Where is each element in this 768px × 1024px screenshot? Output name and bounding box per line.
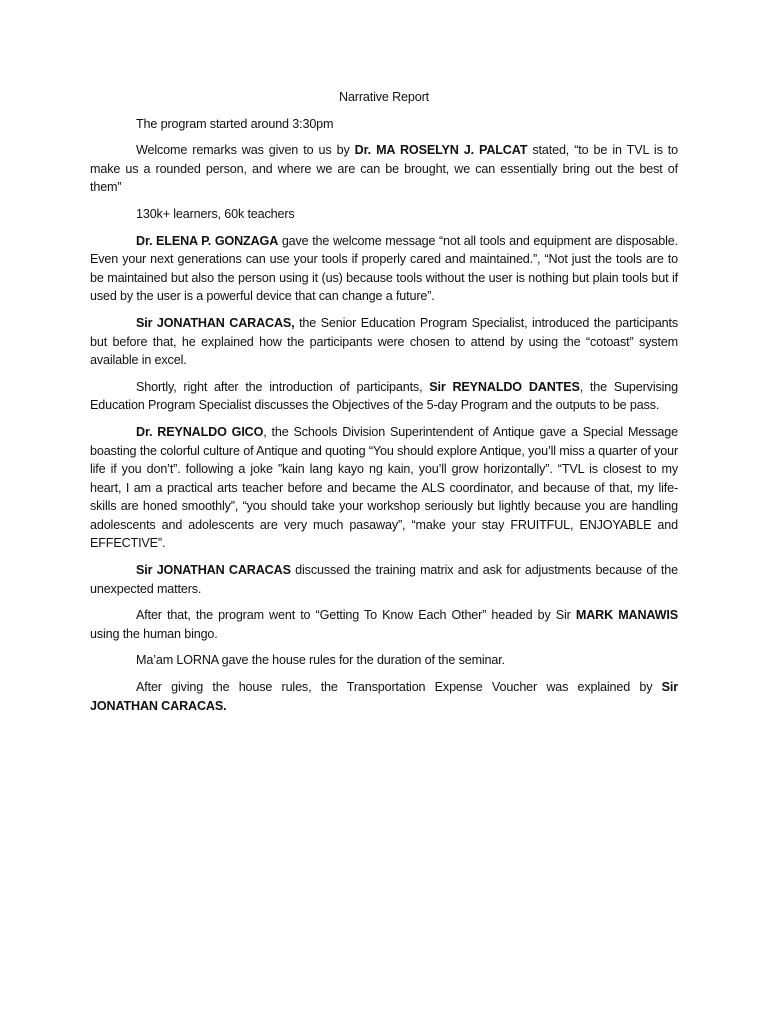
bold-text-run: Sir JONATHAN CARACAS, bbox=[136, 315, 295, 330]
document-page bbox=[90, 88, 678, 723]
document-body bbox=[90, 115, 678, 716]
paragraph bbox=[90, 651, 678, 670]
text-run: using the human bingo. bbox=[90, 626, 218, 641]
text-run: After giving the house rules, the Transportation Expense Voucher was explained by bbox=[136, 680, 662, 695]
paragraph bbox=[90, 205, 678, 224]
text-run: Shortly, right after the introduction of participants, bbox=[136, 379, 430, 394]
paragraph bbox=[90, 232, 678, 306]
paragraph bbox=[90, 115, 678, 134]
document-title: Narrative Report bbox=[339, 90, 429, 104]
paragraph bbox=[90, 378, 678, 415]
text-run: , the Supervising Education Program Specialist discusses the Objectives of the 5-day Program and the outputs to be pass. bbox=[90, 379, 678, 413]
bold-text-run: MARK MANAWIS bbox=[575, 608, 679, 623]
bold-text-run: Dr. REYNALDO GICO bbox=[136, 424, 264, 439]
text-run: Ma’am LORNA gave the house rules for the duration of the seminar. bbox=[136, 653, 505, 668]
text-run: The program started around 3:30pm bbox=[136, 116, 334, 131]
paragraph bbox=[90, 561, 678, 598]
text-run: discussed the training matrix and ask for adjustments because of the unexpected matters. bbox=[90, 563, 678, 596]
text-run: , the Schools Division Superintendent of Antique gave a Special Message boasting the colorful culture of Antique and quoting “You should explore Antique, you’ll miss a quarter of your life if you don’t”. following a joke ”kain lang kayo ng kain, you’ll grow horizontally”. “TVL is closest to my heart, I am a practical arts teacher before and became the ALS coordinator, and because of that, my life-skills are honed smoothly”, “you should take your workshop seriously but lightly because you are handling adolescents and adolescents are very much pasaway”, “make your stay FRUITFUL, ENJOYABLE and EFFECTIVE”. bbox=[90, 424, 678, 551]
bold-text-run: Sir JONATHAN CARACAS. bbox=[90, 680, 678, 713]
text-run: the Senior Education Program Specialist, introduced the participants but before that, he explained how the participants were chosen to attend by using the “cotoast” system available in excel. bbox=[90, 315, 678, 368]
text-run: stated, “to be in TVL is to make us a rounded person, and where we are can be brought, we can essentially bring out the best of them” bbox=[90, 143, 678, 195]
paragraph bbox=[90, 314, 678, 370]
paragraph bbox=[90, 141, 678, 197]
bold-text-run: Sir JONATHAN CARACAS bbox=[136, 563, 291, 578]
text-run: After that, the program went to “Getting To Know Each Other” headed by Sir bbox=[136, 608, 576, 623]
text-run: 130k+ learners, 60k teachers bbox=[136, 206, 295, 221]
text-run: Welcome remarks was given to us by bbox=[136, 143, 355, 158]
bold-text-run: Sir REYNALDO DANTES bbox=[429, 379, 580, 394]
paragraph bbox=[90, 678, 678, 715]
bold-text-run: Dr. ELENA P. GONZAGA bbox=[136, 233, 279, 248]
bold-text-run: Dr. MA ROSELYN J. PALCAT bbox=[354, 143, 528, 158]
text-run: gave the welcome message “not all tools and equipment are disposable. Even your next generations can use your tools if properly cared and maintained.”, “Not just the tools are to be maintained but also the person using it (us) because tools without the user is nothing but plain tools but if used by the user is a powerful device that can change a future”. bbox=[90, 233, 678, 304]
paragraph bbox=[90, 606, 678, 643]
paragraph bbox=[90, 423, 678, 553]
